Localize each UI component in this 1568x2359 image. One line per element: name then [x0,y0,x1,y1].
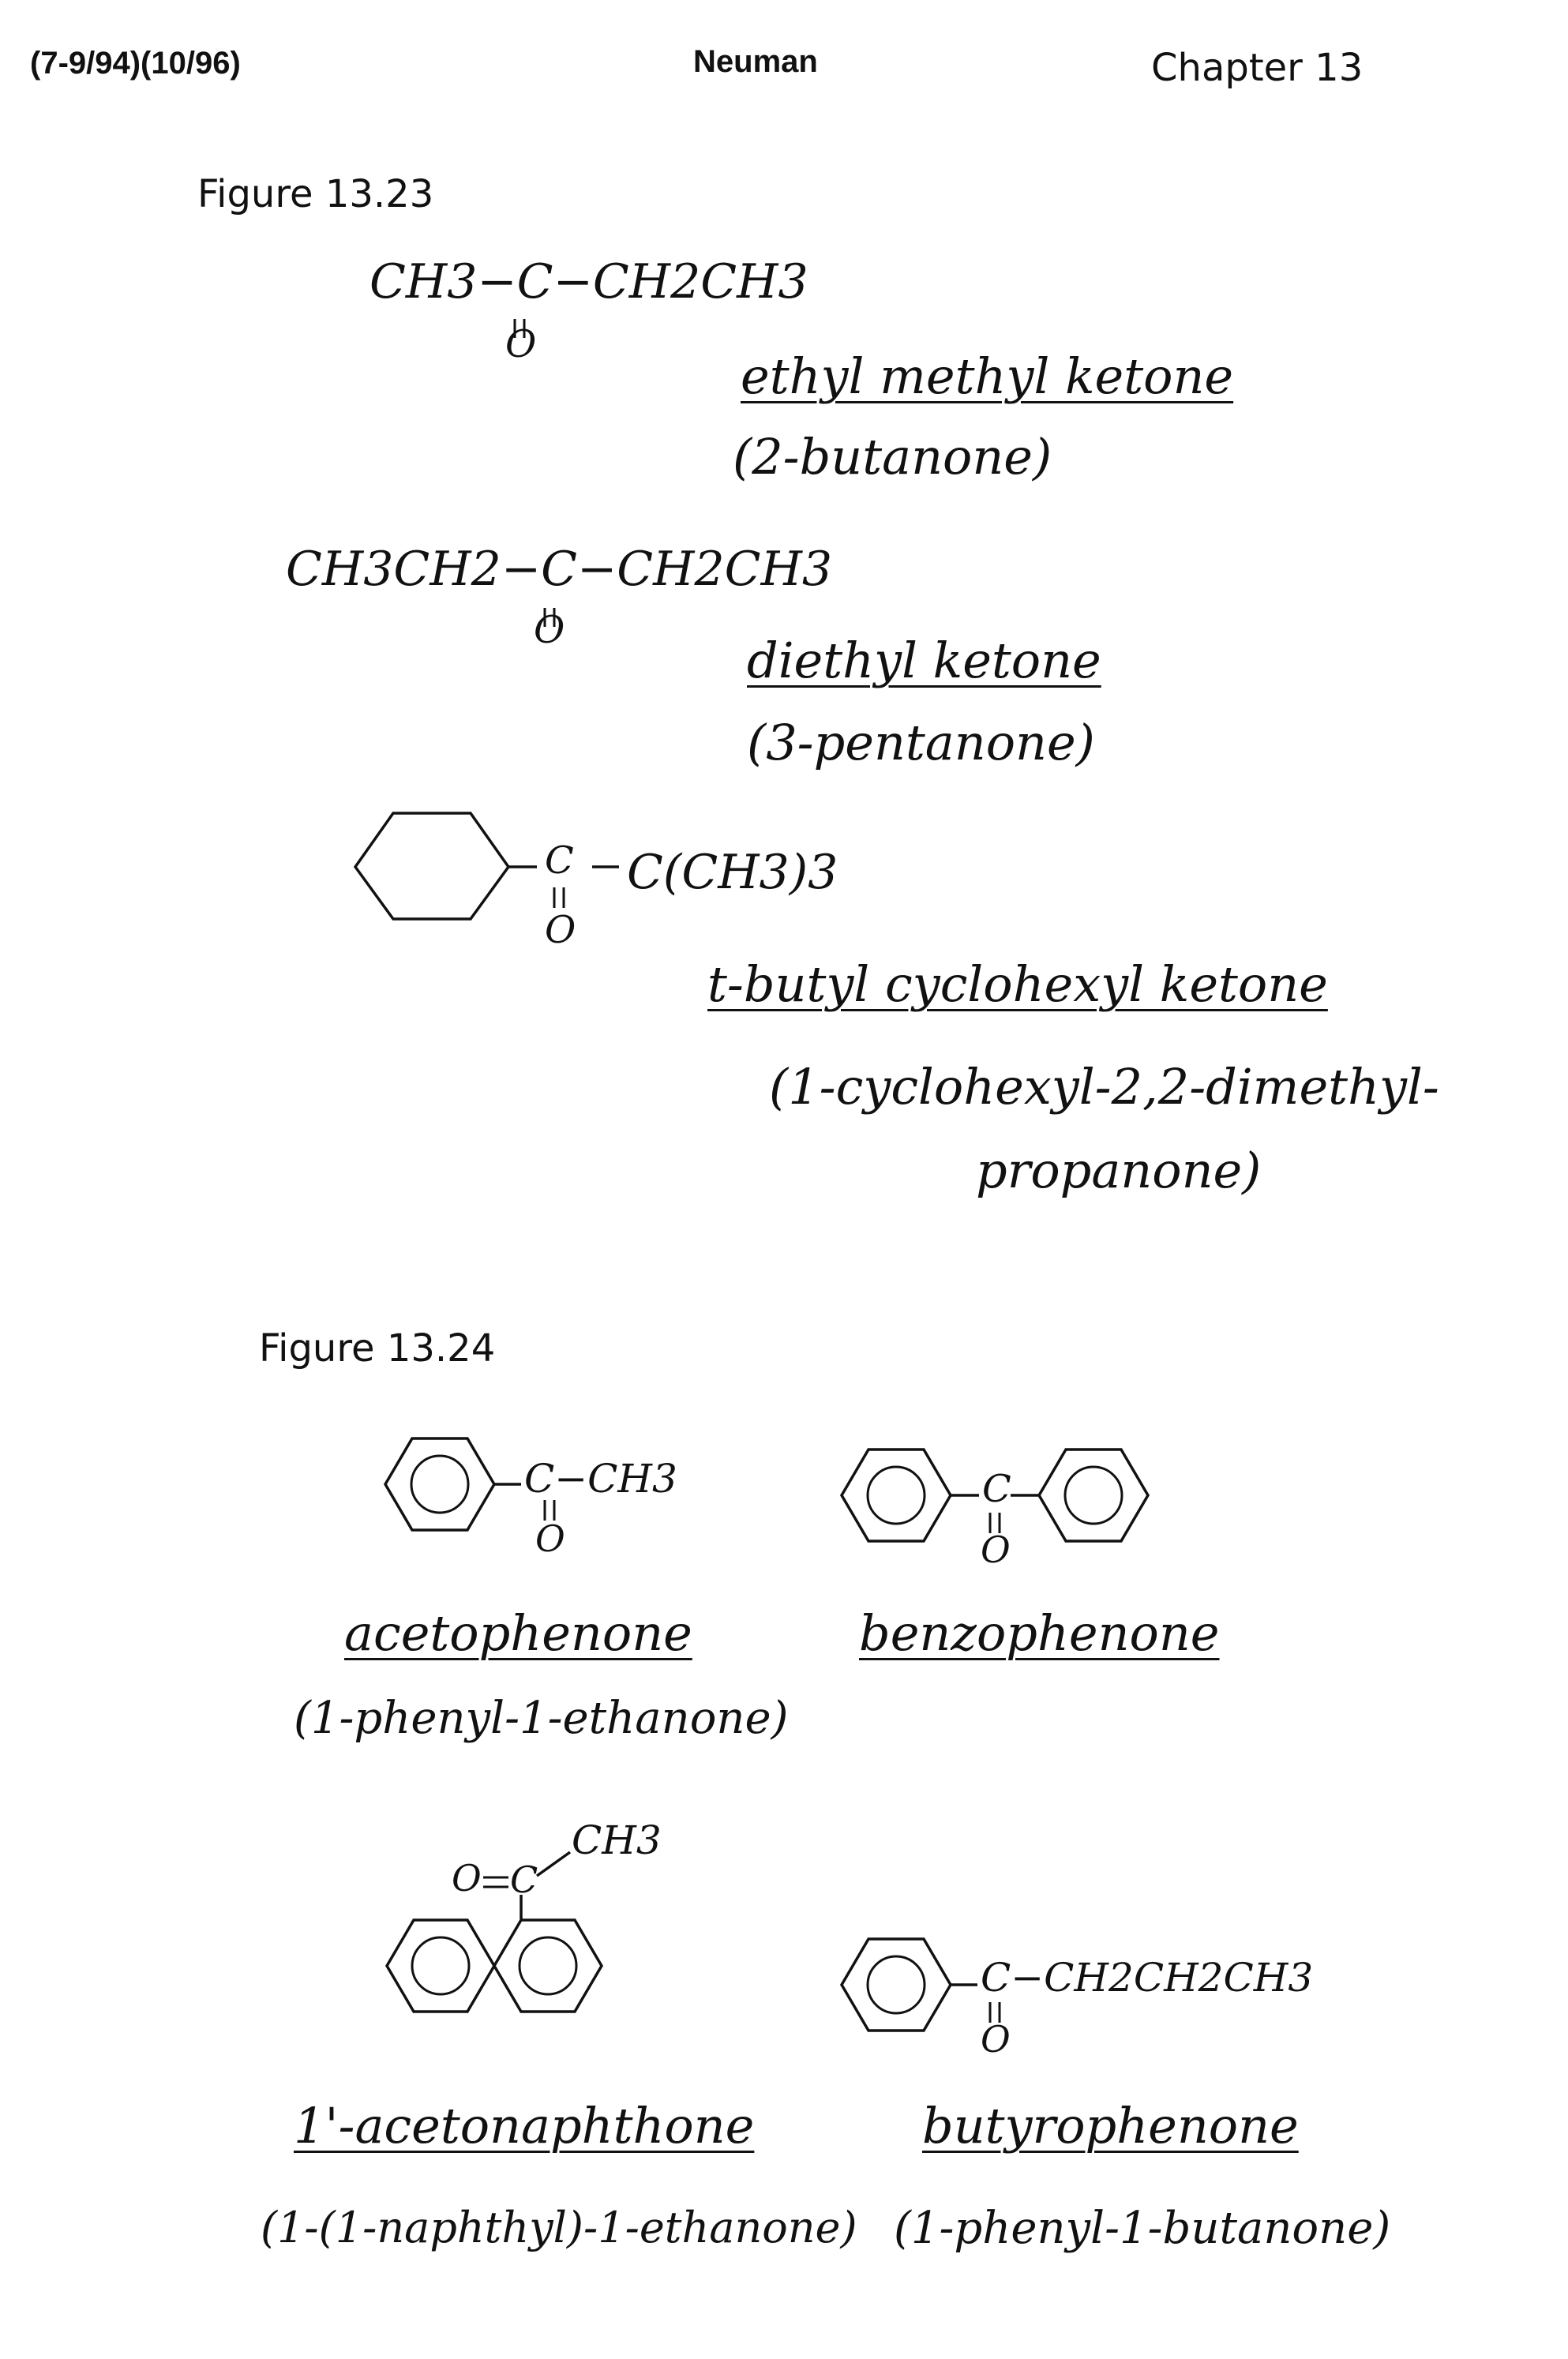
acetonaphthone-methyl: CH3 [572,1817,662,1863]
header-author: Neuman [693,44,818,79]
acetophenone-iupac: (1-phenyl-1-ethanone) [294,1693,789,1744]
ethyl-methyl-ketone-formula: CH3−C−CH2CH3 [369,254,808,309]
t-butyl-cyclohexyl-ketone-iupac-2: propanone) [976,1142,1262,1199]
t-butyl-group: C(CH3)3 [627,845,838,900]
acetonaphthone-oxygen: O [452,1857,482,1900]
diethyl-ketone-formula: CH3CH2−C−CH2CH3 [286,542,833,597]
t-butyl-cyclohexyl-ketone-name: t-butyl cyclohexyl ketone [707,955,1328,1013]
acetophenone-name: acetophenone [344,1604,692,1662]
acetonaphthone-name: 1'-acetonaphthone [294,2097,755,2155]
acetonaphthone-carbon: C [510,1858,538,1901]
figure-13-23-label: Figure 13.23 [197,172,434,216]
acetonaphthone-iupac: (1-(1-naphthyl)-1-ethanone) [261,2203,857,2252]
cyclohexyl-ketone-carbon: C [545,838,574,883]
t-butyl-cyclohexyl-ketone-iupac-1: (1-cyclohexyl-2,2-dimethyl- [769,1058,1439,1116]
butyrophenone-name: butyrophenone [922,2097,1299,2155]
header-chapter: Chapter 13 [1151,46,1364,90]
benzophenone-oxygen: O [981,1528,1011,1571]
figure-13-24-label: Figure 13.24 [259,1326,496,1371]
butyrophenone-iupac: (1-phenyl-1-butanone) [894,2203,1391,2254]
diethyl-ketone-iupac: (3-pentanone) [747,714,1095,771]
diethyl-ketone-oxygen: O [534,608,565,652]
ethyl-methyl-ketone-oxygen: O [505,322,537,366]
benzophenone-carbon: C [982,1467,1011,1511]
cyclohexyl-ketone-oxygen: O [545,908,576,952]
ethyl-methyl-ketone-iupac: (2-butanone) [733,428,1052,486]
acetophenone-acyl: C−CH3 [524,1456,677,1502]
butyrophenone-acyl: C−CH2CH2CH3 [981,1955,1314,2001]
acetophenone-oxygen: O [535,1517,565,1560]
header-dates: (7-9/94)(10/96) [30,46,241,81]
butyrophenone-oxygen: O [981,2018,1011,2061]
ethyl-methyl-ketone-name: ethyl methyl ketone [741,347,1234,405]
benzophenone-name: benzophenone [859,1604,1220,1662]
diethyl-ketone-name: diethyl ketone [747,632,1101,689]
